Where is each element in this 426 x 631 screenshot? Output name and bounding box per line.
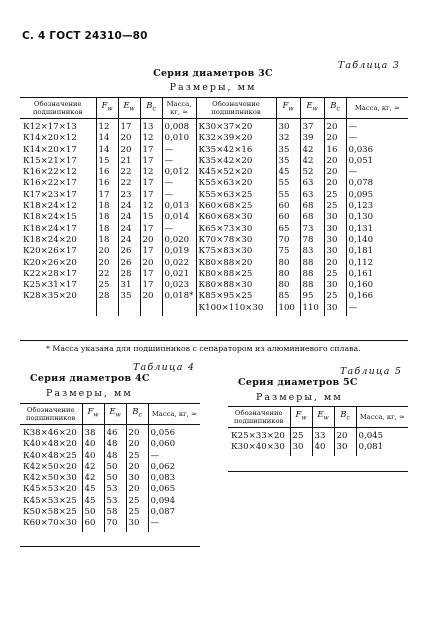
cell-fw: 45 xyxy=(82,496,104,507)
cell-ew: 28 xyxy=(118,269,140,280)
cell-mass-2: 0,112 xyxy=(346,258,408,269)
cell-bc: 17 xyxy=(140,269,162,280)
cell-ew-2: 42 xyxy=(300,145,324,156)
table5-sizes-caption: Размеры, мм xyxy=(256,392,343,403)
cell-ew: 26 xyxy=(118,246,140,257)
cell-mass: 0,010 xyxy=(162,133,196,144)
cell-bc-2: 20 xyxy=(324,119,346,134)
cell-mass: — xyxy=(162,156,196,167)
table-row xyxy=(20,178,408,189)
cell-bc: 25 xyxy=(126,496,148,507)
table-row xyxy=(20,145,408,156)
cell-mass: 0,094 xyxy=(148,496,200,507)
cell-bc: 20 xyxy=(140,258,162,269)
cell-empty xyxy=(162,303,196,316)
cell-fw: 42 xyxy=(82,462,104,473)
cell-bc-2: 25 xyxy=(324,190,346,201)
t5-col-mass: Масса, кг, ≈ xyxy=(356,407,408,428)
cell-fw-2: 80 xyxy=(276,280,300,291)
cell-mass-2: 0,161 xyxy=(346,269,408,280)
cell-fw-2: 70 xyxy=(276,235,300,246)
cell-bc: 30 xyxy=(334,442,356,455)
cell-bc: 17 xyxy=(140,156,162,167)
t5-col-bc: $B_c$ xyxy=(334,407,356,428)
cell-mass: — xyxy=(162,145,196,156)
col-designation-2: Обозначение подшипников xyxy=(196,98,276,119)
cell-bc-2: 30 xyxy=(324,212,346,223)
table-row xyxy=(20,119,408,134)
cell-designation: К25×31×17 xyxy=(23,280,77,291)
cell-mass: 0,021 xyxy=(162,269,196,280)
cell-bc: 17 xyxy=(140,145,162,156)
cell-designation-2: К70×78×30 xyxy=(196,235,276,246)
table-row xyxy=(20,224,408,235)
cell-fw-2: 35 xyxy=(276,156,300,167)
cell-ew: 53 xyxy=(104,484,126,495)
table5 xyxy=(228,406,408,456)
t4-col-fw: $F_w$ xyxy=(82,404,104,425)
cell-fw: 42 xyxy=(82,473,104,484)
table-row xyxy=(20,303,408,316)
cell-mass-2: 0,078 xyxy=(346,178,408,189)
cell-ew: 24 xyxy=(118,201,140,212)
cell-fw-2: 55 xyxy=(276,190,300,201)
cell-mass-2: — xyxy=(346,133,408,144)
cell-ew: 23 xyxy=(118,190,140,201)
cell-designation-2: К65×73×30 xyxy=(196,224,276,235)
table-row xyxy=(228,442,408,455)
cell-ew-2: 88 xyxy=(300,280,324,291)
cell-bc: 25 xyxy=(126,451,148,462)
table-row xyxy=(20,201,408,212)
cell-bc: 17 xyxy=(140,246,162,257)
cell-ew-2: 68 xyxy=(300,212,324,223)
cell-designation: К45×53×25 xyxy=(23,495,77,506)
cell-designation: К42×50×30 xyxy=(23,473,77,484)
cell-mass-2: 0,140 xyxy=(346,235,408,246)
table3-sizes-caption: Размеры, мм xyxy=(169,82,257,93)
cell-mass: — xyxy=(148,518,200,531)
cell-fw-2: 32 xyxy=(276,133,300,144)
cell-designation: К14×20×17 xyxy=(23,144,77,155)
table-row xyxy=(20,167,408,178)
table-row xyxy=(20,291,408,302)
table-row xyxy=(20,235,408,246)
cell-bc-2: 30 xyxy=(324,246,346,257)
cell-designation-2: К35×42×20 xyxy=(196,156,276,167)
cell-fw: 28 xyxy=(96,291,118,302)
cell-mass: 0,012 xyxy=(162,167,196,178)
cell-mass: 0,013 xyxy=(162,201,196,212)
table-row xyxy=(20,133,408,144)
cell-fw: 40 xyxy=(82,439,104,450)
cell-mass: 0,087 xyxy=(148,507,200,518)
cell-bc-2: 20 xyxy=(324,258,346,269)
cell-fw-2: 65 xyxy=(276,224,300,235)
cell-mass-2: 0,160 xyxy=(346,280,408,291)
table3-series-title: Серия диаметров 3С xyxy=(153,68,273,79)
t4-col-bc: $B_c$ xyxy=(126,404,148,425)
cell-fw: 45 xyxy=(82,484,104,495)
cell-mass: 0,056 xyxy=(148,425,200,440)
table-row xyxy=(20,280,408,291)
cell-bc: 25 xyxy=(126,507,148,518)
cell-bc: 12 xyxy=(140,201,162,212)
cell-empty xyxy=(20,303,96,316)
cell-ew-2: 88 xyxy=(300,269,324,280)
page-header: С. 4 ГОСТ 24310—80 xyxy=(22,30,148,42)
cell-bc: 13 xyxy=(140,119,162,134)
cell-mass: — xyxy=(162,178,196,189)
cell-fw-2: 100 xyxy=(276,303,300,316)
t4-col-designation: Обозначение подшипников xyxy=(20,404,82,425)
cell-mass: — xyxy=(162,224,196,235)
cell-fw: 17 xyxy=(96,190,118,201)
cell-ew-2: 39 xyxy=(300,133,324,144)
t5-col-fw: $F_w$ xyxy=(290,407,312,428)
table3-label: Таблица 3 xyxy=(337,60,400,71)
cell-ew-2: 73 xyxy=(300,224,324,235)
cell-mass: 0,045 xyxy=(356,428,408,443)
cell-designation: К14×20×12 xyxy=(23,133,77,144)
cell-designation-2: К80×88×25 xyxy=(196,269,276,280)
cell-ew: 20 xyxy=(118,145,140,156)
cell-fw-2: 60 xyxy=(276,201,300,212)
table5-series-title: Серия диаметров 5С xyxy=(238,377,358,388)
cell-bc-2: 25 xyxy=(324,201,346,212)
t4-col-mass: Масса, кг, ≈ xyxy=(148,404,200,425)
cell-ew-2: 88 xyxy=(300,258,324,269)
cell-designation-2: К85×95×25 xyxy=(196,291,276,302)
cell-designation-2: К55×63×20 xyxy=(196,178,276,189)
table-row xyxy=(20,518,200,531)
cell-designation-2: К60×68×25 xyxy=(196,201,276,212)
table-row xyxy=(20,484,200,495)
cell-designation-2: К80×88×30 xyxy=(196,280,276,291)
col-mass: Масса, кг, ≈ xyxy=(162,98,196,119)
cell-fw-2: 45 xyxy=(276,167,300,178)
cell-bc-2: 30 xyxy=(324,235,346,246)
cell-fw-2: 80 xyxy=(276,258,300,269)
cell-ew-2: 63 xyxy=(300,190,324,201)
table-row xyxy=(20,496,200,507)
cell-ew-2: 63 xyxy=(300,178,324,189)
cell-designation: К18×24×12 xyxy=(23,201,77,212)
cell-designation: К18×24×20 xyxy=(23,234,77,245)
cell-bc: 17 xyxy=(140,190,162,201)
cell-ew: 24 xyxy=(118,224,140,235)
cell-mass-2: — xyxy=(346,119,408,134)
cell-designation: К18×24×15 xyxy=(23,212,77,223)
cell-bc: 20 xyxy=(334,428,356,443)
cell-mass-2: 0,131 xyxy=(346,224,408,235)
cell-fw: 18 xyxy=(96,212,118,223)
cell-ew: 17 xyxy=(118,119,140,134)
t4-col-ew: $E_w$ xyxy=(104,404,126,425)
table4-bottom-rule xyxy=(20,546,200,547)
cell-fw: 50 xyxy=(82,507,104,518)
cell-ew-2: 37 xyxy=(300,119,324,134)
cell-fw: 12 xyxy=(96,119,118,134)
cell-ew-2: 78 xyxy=(300,235,324,246)
cell-mass: 0,083 xyxy=(148,473,200,484)
cell-designation-2: К30×37×20 xyxy=(196,119,276,134)
cell-designation-2: К75×83×30 xyxy=(196,246,276,257)
cell-mass-2: — xyxy=(346,303,408,316)
cell-fw-2: 85 xyxy=(276,291,300,302)
cell-ew: 35 xyxy=(118,291,140,302)
cell-fw: 20 xyxy=(96,258,118,269)
cell-bc: 20 xyxy=(140,291,162,302)
cell-fw-2: 55 xyxy=(276,178,300,189)
cell-ew: 50 xyxy=(104,462,126,473)
cell-mass: 0,014 xyxy=(162,212,196,223)
table-row xyxy=(20,473,200,484)
cell-empty xyxy=(140,303,162,316)
cell-ew: 70 xyxy=(104,518,126,531)
cell-fw: 25 xyxy=(290,428,312,443)
cell-fw: 20 xyxy=(96,246,118,257)
cell-fw: 18 xyxy=(96,235,118,246)
cell-bc-2: 30 xyxy=(324,280,346,291)
cell-mass-2: 0,095 xyxy=(346,190,408,201)
cell-fw: 16 xyxy=(96,178,118,189)
table4-sizes-caption: Размеры, мм xyxy=(46,388,133,399)
cell-fw-2: 60 xyxy=(276,212,300,223)
table4 xyxy=(20,403,200,532)
cell-designation: К40×48×25 xyxy=(23,450,77,461)
cell-fw: 16 xyxy=(96,167,118,178)
cell-mass-2: 0,036 xyxy=(346,145,408,156)
table-row xyxy=(20,156,408,167)
cell-ew-2: 110 xyxy=(300,303,324,316)
cell-mass: 0,020 xyxy=(162,235,196,246)
cell-bc-2: 25 xyxy=(324,291,346,302)
table-row xyxy=(20,246,408,257)
cell-bc: 12 xyxy=(140,133,162,144)
cell-ew: 48 xyxy=(104,451,126,462)
cell-bc-2: 30 xyxy=(324,303,346,316)
cell-ew: 24 xyxy=(118,212,140,223)
col-ew-2: $E_w$ xyxy=(300,98,324,119)
cell-fw: 40 xyxy=(82,451,104,462)
cell-ew: 40 xyxy=(312,442,334,455)
cell-designation: К60×70×30 xyxy=(23,518,77,529)
cell-bc: 20 xyxy=(126,484,148,495)
cell-designation: К20×26×17 xyxy=(23,246,77,257)
cell-mass-2: 0,051 xyxy=(346,156,408,167)
cell-designation-2: К45×52×20 xyxy=(196,167,276,178)
cell-designation-2: К100×110×30 xyxy=(196,303,276,316)
cell-designation-2: К32×39×20 xyxy=(196,133,276,144)
cell-bc: 15 xyxy=(140,212,162,223)
table-row xyxy=(20,258,408,269)
cell-designation: К20×26×20 xyxy=(23,257,77,268)
cell-bc-2: 30 xyxy=(324,224,346,235)
t5-col-designation: Обозначение подшипников xyxy=(228,407,290,428)
cell-designation: К22×28×17 xyxy=(23,268,77,279)
cell-bc-2: 25 xyxy=(324,269,346,280)
cell-ew-2: 52 xyxy=(300,167,324,178)
table-row xyxy=(20,212,408,223)
table3-bottom-rule xyxy=(20,340,408,341)
cell-designation: К50×58×25 xyxy=(23,507,77,518)
cell-mass: 0,062 xyxy=(148,462,200,473)
cell-mass-2: 0,181 xyxy=(346,246,408,257)
cell-fw: 14 xyxy=(96,145,118,156)
table-row xyxy=(20,425,200,440)
cell-designation: К42×50×20 xyxy=(23,461,77,472)
table-row xyxy=(20,451,200,462)
cell-bc-2: 20 xyxy=(324,133,346,144)
cell-bc: 17 xyxy=(140,224,162,235)
cell-ew: 53 xyxy=(104,496,126,507)
cell-designation: К30×40×30 xyxy=(231,442,285,453)
cell-designation: К16×22×17 xyxy=(23,178,77,189)
cell-bc: 12 xyxy=(140,167,162,178)
cell-mass: 0,065 xyxy=(148,484,200,495)
cell-designation: К38×46×20 xyxy=(23,428,77,438)
cell-ew: 22 xyxy=(118,167,140,178)
cell-ew: 20 xyxy=(118,133,140,144)
cell-ew: 48 xyxy=(104,439,126,450)
cell-ew: 31 xyxy=(118,280,140,291)
col-ew: $E_w$ xyxy=(118,98,140,119)
cell-mass: 0,022 xyxy=(162,258,196,269)
table3 xyxy=(20,97,408,316)
cell-fw: 14 xyxy=(96,133,118,144)
col-mass-2: Масса, кг, ≈ xyxy=(346,98,408,119)
cell-ew-2: 42 xyxy=(300,156,324,167)
cell-ew-2: 68 xyxy=(300,201,324,212)
table-row xyxy=(20,190,408,201)
cell-designation: К16×22×12 xyxy=(23,167,77,178)
table5-label: Таблица 5 xyxy=(340,366,403,377)
cell-fw: 18 xyxy=(96,224,118,235)
cell-ew: 24 xyxy=(118,235,140,246)
cell-designation: К25×33×20 xyxy=(231,431,285,441)
cell-fw: 38 xyxy=(82,425,104,440)
t5-col-ew: $E_w$ xyxy=(312,407,334,428)
cell-mass-2: 0,130 xyxy=(346,212,408,223)
cell-ew: 33 xyxy=(312,428,334,443)
cell-empty xyxy=(96,303,118,316)
cell-mass: 0,018* xyxy=(162,291,196,302)
table-row xyxy=(228,428,408,443)
cell-mass: — xyxy=(148,451,200,462)
cell-bc-2: 20 xyxy=(324,156,346,167)
cell-bc: 30 xyxy=(126,518,148,531)
cell-fw: 18 xyxy=(96,201,118,212)
cell-designation: К18×24×17 xyxy=(23,223,77,234)
cell-mass: 0,081 xyxy=(356,442,408,455)
cell-ew-2: 83 xyxy=(300,246,324,257)
cell-mass: — xyxy=(162,190,196,201)
cell-fw: 22 xyxy=(96,269,118,280)
cell-bc: 20 xyxy=(126,439,148,450)
cell-designation: К45×53×20 xyxy=(23,484,77,495)
cell-designation: К12×17×13 xyxy=(23,122,77,132)
cell-bc: 30 xyxy=(126,473,148,484)
cell-ew: 22 xyxy=(118,178,140,189)
cell-mass: 0,023 xyxy=(162,280,196,291)
cell-mass: 0,019 xyxy=(162,246,196,257)
col-bc-2: $B_c$ xyxy=(324,98,346,119)
table4-label: Таблица 4 xyxy=(133,362,196,373)
cell-bc: 17 xyxy=(140,280,162,291)
cell-bc-2: 20 xyxy=(324,167,346,178)
cell-designation: К40×48×20 xyxy=(23,439,77,450)
cell-bc: 20 xyxy=(126,462,148,473)
cell-fw-2: 75 xyxy=(276,246,300,257)
cell-fw: 60 xyxy=(82,518,104,531)
cell-mass: 0,008 xyxy=(162,119,196,134)
cell-designation-2: К35×42×16 xyxy=(196,145,276,156)
cell-bc: 20 xyxy=(126,425,148,440)
table-row xyxy=(20,269,408,280)
cell-ew: 46 xyxy=(104,425,126,440)
cell-fw-2: 80 xyxy=(276,269,300,280)
cell-bc: 17 xyxy=(140,178,162,189)
table4-series-title: Серия диаметров 4С xyxy=(30,373,150,384)
cell-designation: К17×23×17 xyxy=(23,189,77,200)
cell-bc-2: 20 xyxy=(324,178,346,189)
col-fw: $F_w$ xyxy=(96,98,118,119)
cell-designation: К28×35×20 xyxy=(23,291,77,302)
cell-fw-2: 30 xyxy=(276,119,300,134)
cell-bc-2: 16 xyxy=(324,145,346,156)
cell-designation-2: К80×88×20 xyxy=(196,258,276,269)
col-bc: $B_c$ xyxy=(140,98,162,119)
cell-empty xyxy=(118,303,140,316)
col-fw-2: $F_w$ xyxy=(276,98,300,119)
cell-designation-2: К55×63×25 xyxy=(196,190,276,201)
cell-bc: 20 xyxy=(140,235,162,246)
cell-ew-2: 95 xyxy=(300,291,324,302)
cell-mass: 0,060 xyxy=(148,439,200,450)
cell-fw: 30 xyxy=(290,442,312,455)
table3-footnote: * Масса указана для подшипников с сепаратором из алюминиевого сплава. xyxy=(46,344,361,353)
cell-designation-2: К60×68×30 xyxy=(196,212,276,223)
cell-ew: 26 xyxy=(118,258,140,269)
cell-designation: К15×21×17 xyxy=(23,155,77,166)
table5-bottom-rule xyxy=(228,471,408,472)
cell-fw: 15 xyxy=(96,156,118,167)
table-row xyxy=(20,439,200,450)
cell-mass-2: 0,123 xyxy=(346,201,408,212)
table-row xyxy=(20,462,200,473)
cell-ew: 50 xyxy=(104,473,126,484)
table-row xyxy=(20,507,200,518)
cell-mass-2: — xyxy=(346,167,408,178)
cell-mass-2: 0,166 xyxy=(346,291,408,302)
cell-fw: 25 xyxy=(96,280,118,291)
cell-fw-2: 35 xyxy=(276,145,300,156)
col-designation: Обозначение подшипников xyxy=(20,98,96,119)
cell-ew: 58 xyxy=(104,507,126,518)
cell-ew: 21 xyxy=(118,156,140,167)
